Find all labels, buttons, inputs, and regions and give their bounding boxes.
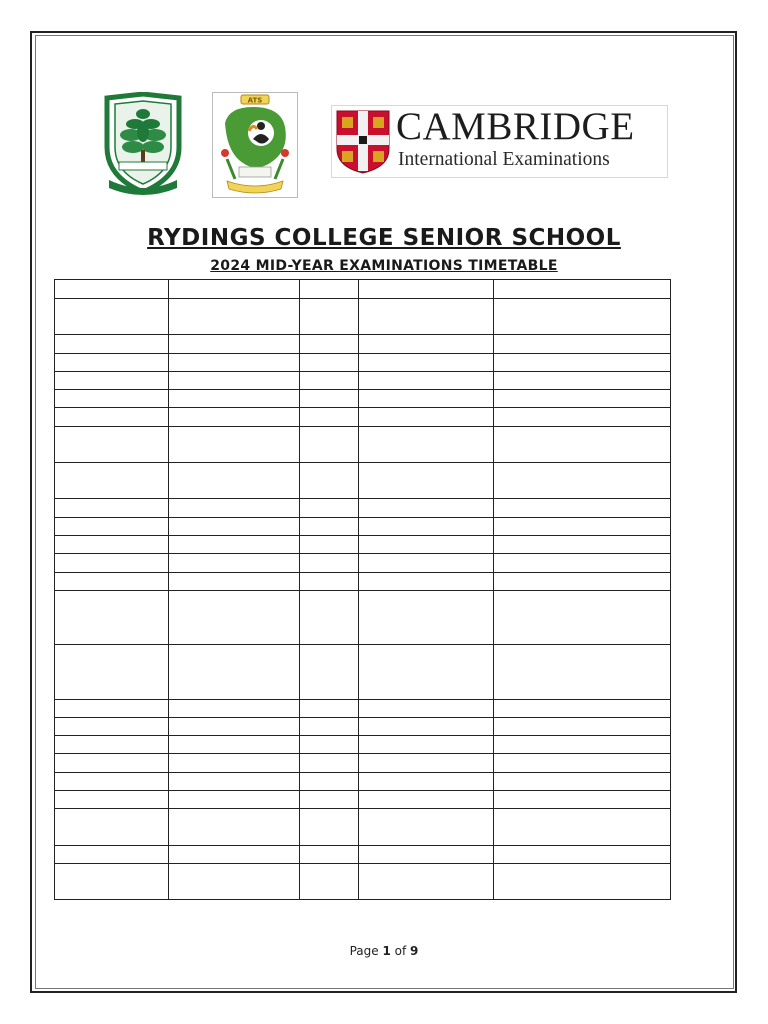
table-cell bbox=[169, 518, 300, 536]
ats-label: ATS bbox=[247, 96, 263, 105]
table-cell bbox=[55, 390, 169, 408]
table-cell bbox=[169, 554, 300, 573]
table-cell bbox=[55, 645, 169, 700]
table-cell bbox=[55, 736, 169, 754]
table-cell bbox=[169, 591, 300, 645]
table-cell bbox=[55, 299, 169, 335]
table-cell bbox=[359, 554, 494, 573]
table-cell bbox=[494, 280, 671, 299]
table-cell bbox=[169, 754, 300, 773]
table-cell bbox=[494, 864, 671, 900]
table-cell bbox=[300, 773, 359, 791]
table-cell bbox=[169, 335, 300, 354]
table-cell bbox=[359, 335, 494, 354]
table-cell bbox=[169, 463, 300, 499]
table-cell bbox=[169, 809, 300, 846]
table-cell bbox=[300, 573, 359, 591]
table-cell bbox=[55, 809, 169, 846]
table-cell bbox=[494, 645, 671, 700]
table-row bbox=[55, 773, 671, 791]
timetable-grid bbox=[54, 279, 671, 900]
table-cell bbox=[55, 773, 169, 791]
table-cell bbox=[359, 754, 494, 773]
table-cell bbox=[169, 280, 300, 299]
table-cell bbox=[494, 390, 671, 408]
table-cell bbox=[300, 554, 359, 573]
table-cell bbox=[494, 335, 671, 354]
table-cell bbox=[359, 280, 494, 299]
table-cell bbox=[300, 864, 359, 900]
table-cell bbox=[359, 408, 494, 427]
table-cell bbox=[169, 427, 300, 463]
table-row bbox=[55, 846, 671, 864]
table-row bbox=[55, 335, 671, 354]
table-cell bbox=[359, 573, 494, 591]
table-cell bbox=[55, 408, 169, 427]
school-name-heading: RYDINGS COLLEGE SENIOR SCHOOL bbox=[147, 225, 621, 251]
table-row bbox=[55, 791, 671, 809]
table-cell bbox=[55, 718, 169, 736]
table-cell bbox=[300, 645, 359, 700]
table-cell bbox=[55, 463, 169, 499]
table-cell bbox=[359, 518, 494, 536]
table-cell bbox=[300, 427, 359, 463]
table-cell bbox=[494, 754, 671, 773]
table-cell bbox=[55, 536, 169, 554]
table-cell bbox=[300, 390, 359, 408]
table-cell bbox=[359, 499, 494, 518]
table-cell bbox=[300, 791, 359, 809]
college-crest-logo bbox=[101, 92, 185, 200]
table-cell bbox=[300, 299, 359, 335]
table-cell bbox=[494, 463, 671, 499]
table-cell bbox=[494, 499, 671, 518]
table-cell bbox=[300, 518, 359, 536]
table-cell bbox=[359, 645, 494, 700]
table-row bbox=[55, 518, 671, 536]
timetable-title: 2024 MID-YEAR EXAMINATIONS TIMETABLE bbox=[210, 258, 558, 274]
table-cell bbox=[494, 554, 671, 573]
page-current: 1 bbox=[382, 944, 391, 958]
table-cell bbox=[55, 372, 169, 390]
table-cell bbox=[169, 846, 300, 864]
table-cell bbox=[359, 791, 494, 809]
table-cell bbox=[300, 736, 359, 754]
table-row bbox=[55, 499, 671, 518]
table-cell bbox=[494, 736, 671, 754]
table-row bbox=[55, 372, 671, 390]
page-label: Page bbox=[349, 944, 383, 958]
table-cell bbox=[494, 354, 671, 372]
table-row bbox=[55, 700, 671, 718]
table-cell bbox=[494, 700, 671, 718]
table-cell bbox=[300, 846, 359, 864]
table-cell bbox=[169, 536, 300, 554]
table-cell bbox=[300, 335, 359, 354]
table-cell bbox=[169, 736, 300, 754]
table-cell bbox=[494, 718, 671, 736]
table-cell bbox=[359, 299, 494, 335]
table-cell bbox=[300, 408, 359, 427]
table-cell bbox=[169, 408, 300, 427]
page-number bbox=[0, 944, 768, 958]
table-cell bbox=[359, 864, 494, 900]
table-cell bbox=[55, 573, 169, 591]
table-cell bbox=[300, 809, 359, 846]
table-row bbox=[55, 390, 671, 408]
table-cell bbox=[300, 591, 359, 645]
table-cell bbox=[359, 846, 494, 864]
table-cell bbox=[55, 846, 169, 864]
table-cell bbox=[300, 499, 359, 518]
table-row bbox=[55, 754, 671, 773]
table-cell bbox=[494, 427, 671, 463]
ats-emblem-icon bbox=[213, 93, 297, 197]
table-cell bbox=[359, 809, 494, 846]
table-row bbox=[55, 554, 671, 573]
table-cell bbox=[300, 700, 359, 718]
table-cell bbox=[359, 591, 494, 645]
table-row bbox=[55, 864, 671, 900]
table-cell bbox=[55, 280, 169, 299]
table-cell bbox=[300, 718, 359, 736]
table-cell bbox=[169, 718, 300, 736]
table-row bbox=[55, 536, 671, 554]
table-cell bbox=[55, 591, 169, 645]
table-row bbox=[55, 573, 671, 591]
table-row bbox=[55, 718, 671, 736]
table-cell bbox=[300, 372, 359, 390]
table-row bbox=[55, 736, 671, 754]
table-cell bbox=[169, 700, 300, 718]
college-crest-icon bbox=[101, 92, 185, 200]
table-cell bbox=[359, 773, 494, 791]
table-cell bbox=[169, 864, 300, 900]
table-cell bbox=[169, 773, 300, 791]
page-total: 9 bbox=[410, 944, 419, 958]
table-cell bbox=[359, 427, 494, 463]
table-cell bbox=[55, 499, 169, 518]
table-cell bbox=[300, 754, 359, 773]
table-cell bbox=[359, 700, 494, 718]
table-cell bbox=[169, 791, 300, 809]
table-cell bbox=[300, 536, 359, 554]
table-row bbox=[55, 809, 671, 846]
table-cell bbox=[359, 736, 494, 754]
table-cell bbox=[169, 499, 300, 518]
table-cell bbox=[494, 809, 671, 846]
table-cell bbox=[55, 554, 169, 573]
table-row bbox=[55, 354, 671, 372]
table-cell bbox=[55, 700, 169, 718]
table-cell bbox=[359, 372, 494, 390]
table-cell bbox=[55, 335, 169, 354]
table-cell bbox=[55, 354, 169, 372]
table-cell bbox=[55, 791, 169, 809]
table-cell bbox=[359, 718, 494, 736]
table-cell bbox=[494, 773, 671, 791]
table-cell bbox=[169, 372, 300, 390]
table-cell bbox=[359, 536, 494, 554]
cambridge-subtitle: International Examinations bbox=[398, 149, 610, 170]
cambridge-shield-icon bbox=[335, 109, 391, 175]
table-row bbox=[55, 299, 671, 335]
table-cell bbox=[55, 427, 169, 463]
table-row bbox=[55, 280, 671, 299]
table-cell bbox=[494, 536, 671, 554]
table-cell bbox=[169, 354, 300, 372]
table-cell bbox=[300, 280, 359, 299]
table-cell bbox=[169, 390, 300, 408]
table-cell bbox=[494, 299, 671, 335]
table-row bbox=[55, 591, 671, 645]
table-cell bbox=[359, 354, 494, 372]
table-cell bbox=[494, 846, 671, 864]
table-cell bbox=[359, 463, 494, 499]
table-row bbox=[55, 427, 671, 463]
table-cell bbox=[55, 518, 169, 536]
table-cell bbox=[359, 390, 494, 408]
table-row bbox=[55, 463, 671, 499]
table-row bbox=[55, 408, 671, 427]
table-cell bbox=[300, 354, 359, 372]
table-cell bbox=[300, 463, 359, 499]
table-cell bbox=[169, 573, 300, 591]
table-cell bbox=[169, 299, 300, 335]
cambridge-title: CAMBRIDGE bbox=[396, 105, 635, 148]
table-cell bbox=[494, 591, 671, 645]
cambridge-logo bbox=[331, 105, 668, 178]
table-cell bbox=[494, 573, 671, 591]
table-cell bbox=[494, 791, 671, 809]
table-cell bbox=[55, 754, 169, 773]
table-row bbox=[55, 645, 671, 700]
page-of-label: of bbox=[390, 944, 411, 958]
table-cell bbox=[55, 864, 169, 900]
table-cell bbox=[169, 645, 300, 700]
table-cell bbox=[494, 518, 671, 536]
table-cell bbox=[494, 372, 671, 390]
table-cell bbox=[494, 408, 671, 427]
ats-emblem-logo bbox=[212, 92, 298, 198]
